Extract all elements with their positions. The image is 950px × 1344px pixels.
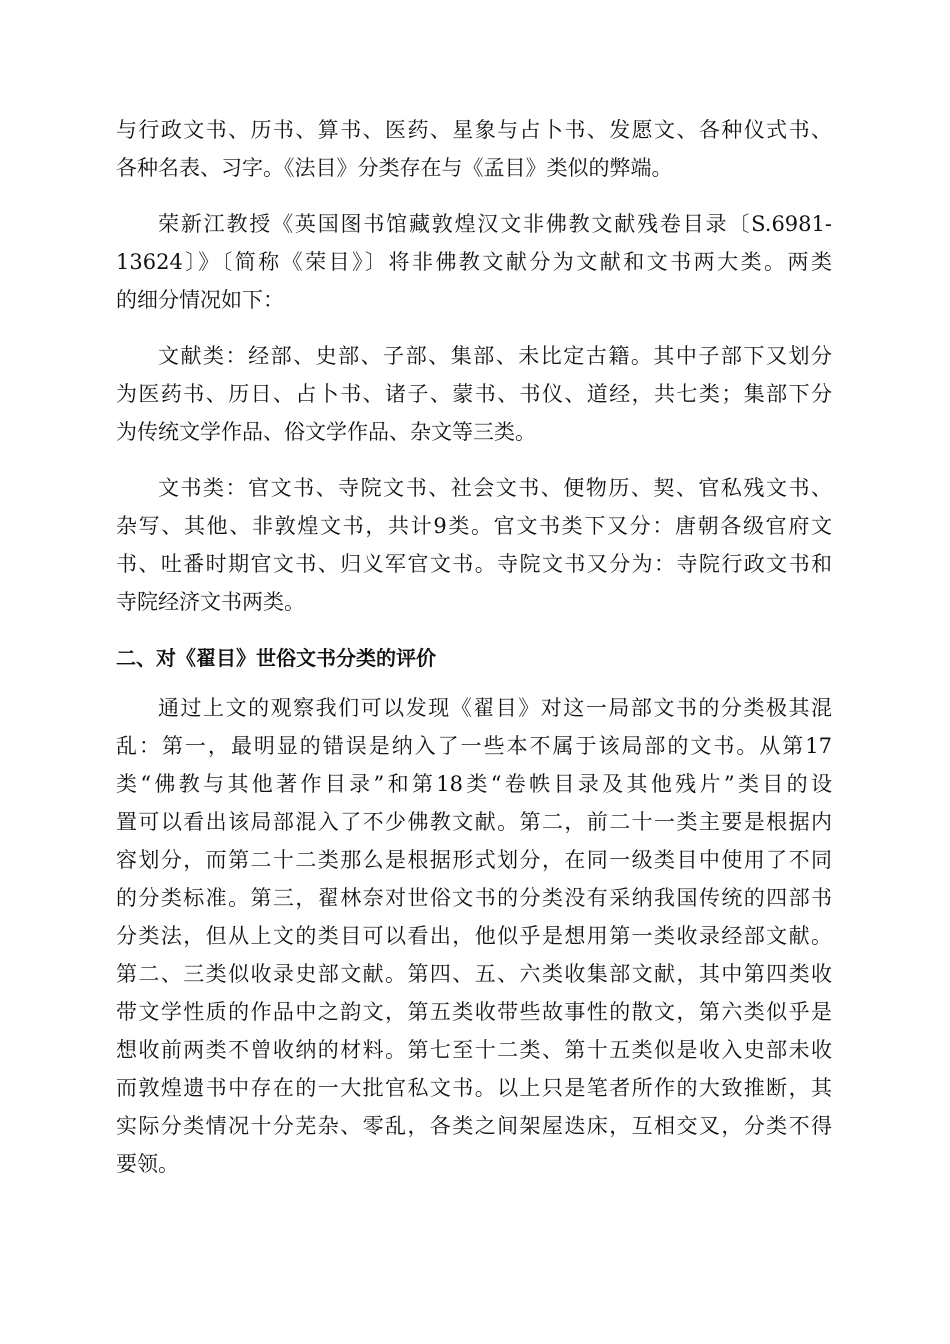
text-line: 的分类标准。第三，翟林奈对世俗文书的分类没有采纳我国传统的四部书 — [116, 886, 832, 910]
paragraph-wenshu-category — [116, 469, 832, 621]
document-body — [116, 111, 832, 1201]
paragraph-continued-intro — [116, 111, 832, 187]
text-line: 与行政文书、历书、算书、医药、星象与占卜书、发愿文、各种仪式书、 — [116, 118, 832, 142]
text-line: 书、吐番时期官文书、归义军官文书。寺院文书又分为：寺院行政文书和 — [116, 552, 832, 576]
paragraph-wenxian-category — [116, 337, 832, 451]
text-line: 类“佛教与其他著作目录”和第18类“卷帙目录及其他残片”类目的设 — [116, 772, 832, 796]
text-line: 各种名表、习字。《法目》分类存在与《孟目》类似的弊端。 — [116, 156, 673, 180]
text-line: 杂写、其他、非敦煌文书，共计9类。官文书类下又分：唐朝各级官府文 — [116, 514, 832, 538]
text-line: 想收前两类不曾收纳的材料。第七至十二类、第十五类似是收入史部未收 — [116, 1038, 832, 1062]
paragraph-evaluation — [116, 689, 832, 1183]
text-line: 文书类：官文书、寺院文书、社会文书、便物历、契、官私残文书、 — [158, 476, 832, 500]
text-line: 容划分，而第二十二类那么是根据形式划分，在同一级类目中使用了不同 — [116, 848, 832, 872]
text-line: 寺院经济文书两类。 — [116, 590, 305, 614]
text-line: 而敦煌遗书中存在的一大批官私文书。以上只是笔者所作的大致推断，其 — [116, 1076, 832, 1100]
text-line: 实际分类情况十分芜杂、零乱，各类之间架屋迭床，互相交叉，分类不得 — [116, 1114, 832, 1138]
text-line: 置可以看出该局部混入了不少佛教文献。第二，前二十一类主要是根据内 — [116, 810, 832, 834]
text-line: 第二、三类似收录史部文献。第四、五、六类收集部文献，其中第四类收 — [116, 962, 832, 986]
text-line: 通过上文的观察我们可以发现《翟目》对这一局部文书的分类极其混 — [158, 696, 832, 720]
text-line: 乱：第一，最明显的错误是纳入了一些本不属于该局部的文书。从第17 — [116, 734, 832, 758]
text-line: 文献类：经部、史部、子部、集部、未比定古籍。其中子部下又划分 — [158, 344, 832, 368]
text-line: 为传统文学作品、俗文学作品、杂文等三类。 — [116, 420, 536, 444]
paragraph-rong-catalog — [116, 205, 832, 319]
section-heading: 二、对《翟目》世俗文书分类的评价 — [116, 646, 436, 670]
text-line: 荣新江教授《英国图书馆藏敦煌汉文非佛教文献残卷目录〔S.6981- — [158, 212, 832, 236]
text-line: 要领。 — [116, 1152, 179, 1176]
text-line: 的细分情况如下： — [116, 288, 284, 312]
text-line: 带文学性质的作品中之韵文，第五类收带些故事性的散文，第六类似乎是 — [116, 1000, 832, 1024]
text-line: 分类法，但从上文的类目可以看出，他似乎是想用第一类收录经部文献。 — [116, 924, 832, 948]
text-line: 13624〕》〔简称《荣目》〕将非佛教文献分为文献和文书两大类。两类 — [116, 250, 832, 274]
text-line: 为医药书、历日、占卜书、诸子、蒙书、书仪、道经，共七类；集部下分 — [116, 382, 832, 406]
